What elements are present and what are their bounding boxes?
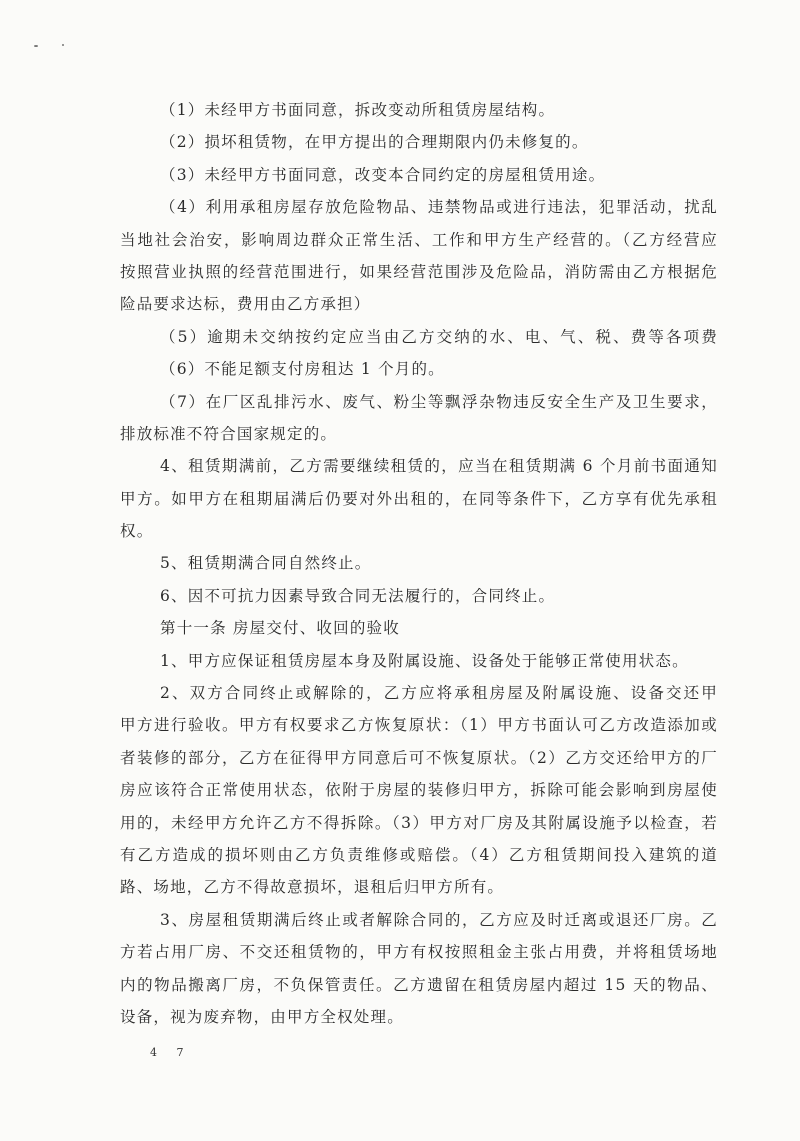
contract-text-body — [120, 94, 718, 1033]
text-line: （7）在厂区乱排污水、废气、粉尘等飘浮杂物违反安全生产及卫生要求， — [160, 392, 718, 411]
text-line: 路、场地，乙方不得故意损坏，退租后归甲方所有。 — [120, 878, 505, 897]
text-line: 2、双方合同终止或解除的，乙方应将承租房屋及附属设施、设备交还甲 — [160, 684, 718, 703]
text-line: 设备，视为废弃物，由甲方全权处理。 — [120, 1007, 404, 1026]
text-line: 6、因不可抗力因素导致合同无法履行的，合同终止。 — [160, 586, 556, 605]
text-line: 按照营业执照的经营范围进行，如果经营范围涉及危险品，消防需由乙方根据危 — [120, 262, 718, 281]
text-line: 房应该符合正常使用状态，依附于房屋的装修归甲方，拆除可能会影响到房屋使 — [120, 781, 718, 800]
text-line: 排放标准不符合国家规定的。 — [120, 424, 338, 443]
text-line: 内的物品搬离厂房，不负保管责任。乙方遗留在租赁房屋内超过 15 天的物品、 — [120, 975, 718, 994]
text-line: 甲方进行验收。甲方有权要求乙方恢复原状：（1）甲方书面认可乙方改造添加或 — [120, 716, 718, 735]
text-line: 有乙方造成的损坏则由乙方负责维修或赔偿。（4）乙方租赁期间投入建筑的道 — [120, 845, 718, 864]
text-line: （3）未经甲方书面同意，改变本合同约定的房屋租赁用途。 — [160, 165, 606, 184]
text-line: （1）未经甲方书面同意，拆改变动所租赁房屋结构。 — [160, 101, 556, 119]
text-line: （2）损坏租赁物，在甲方提出的合理期限内仍未修复的。 — [160, 133, 589, 152]
text-line: 方若占用厂房、不交还租赁物的，甲方有权按照租金主张占用费，并将租赁场地 — [120, 943, 718, 962]
text-line: 第十一条 房屋交付、收回的验收 — [160, 619, 400, 638]
scan-speck — [62, 44, 64, 46]
text-line: 者装修的部分，乙方在征得甲方同意后可不恢复原状。（2）乙方交还给甲方的厂 — [120, 748, 718, 767]
text-line: 5、租赁期满合同自然终止。 — [160, 554, 372, 573]
text-line: 1、甲方应保证租赁房屋本身及附属设施、设备处于能够正常使用状态。 — [160, 651, 689, 670]
text-line: （5）逾期未交纳按约定应当由乙方交纳的水、电、气、税、费等各项费 — [160, 327, 718, 346]
text-line: 3、房屋租赁期满后终止或者解除合同的，乙方应及时迁离或退还厂房。乙 — [160, 910, 718, 929]
text-line: （6）不能足额支付房租达 1 个月的。 — [160, 360, 445, 379]
page-number: 4 7 — [150, 1046, 192, 1059]
text-line: 当地社会治安，影响周边群众正常生活、工作和甲方生产经营的。（乙方经营应 — [120, 230, 718, 249]
text-line: 权。 — [120, 522, 154, 541]
text-line: 用的，未经甲方允许乙方不得拆除。（3）甲方对厂房及其附属设施予以检查，若 — [120, 813, 718, 832]
text-line: 险品要求达标，费用由乙方承担） — [120, 295, 371, 314]
text-line: （4）利用承租房屋存放危险物品、违禁物品或进行违法，犯罪活动，扰乱 — [160, 198, 718, 217]
text-line: 4、租赁期满前，乙方需要继续租赁的，应当在租赁期满 6 个月前书面通知 — [160, 457, 718, 476]
text-line: 甲方。如甲方在租期届满后仍要对外出租的，在同等条件下，乙方享有优先承租 — [120, 489, 718, 508]
scan-speck — [34, 45, 38, 47]
